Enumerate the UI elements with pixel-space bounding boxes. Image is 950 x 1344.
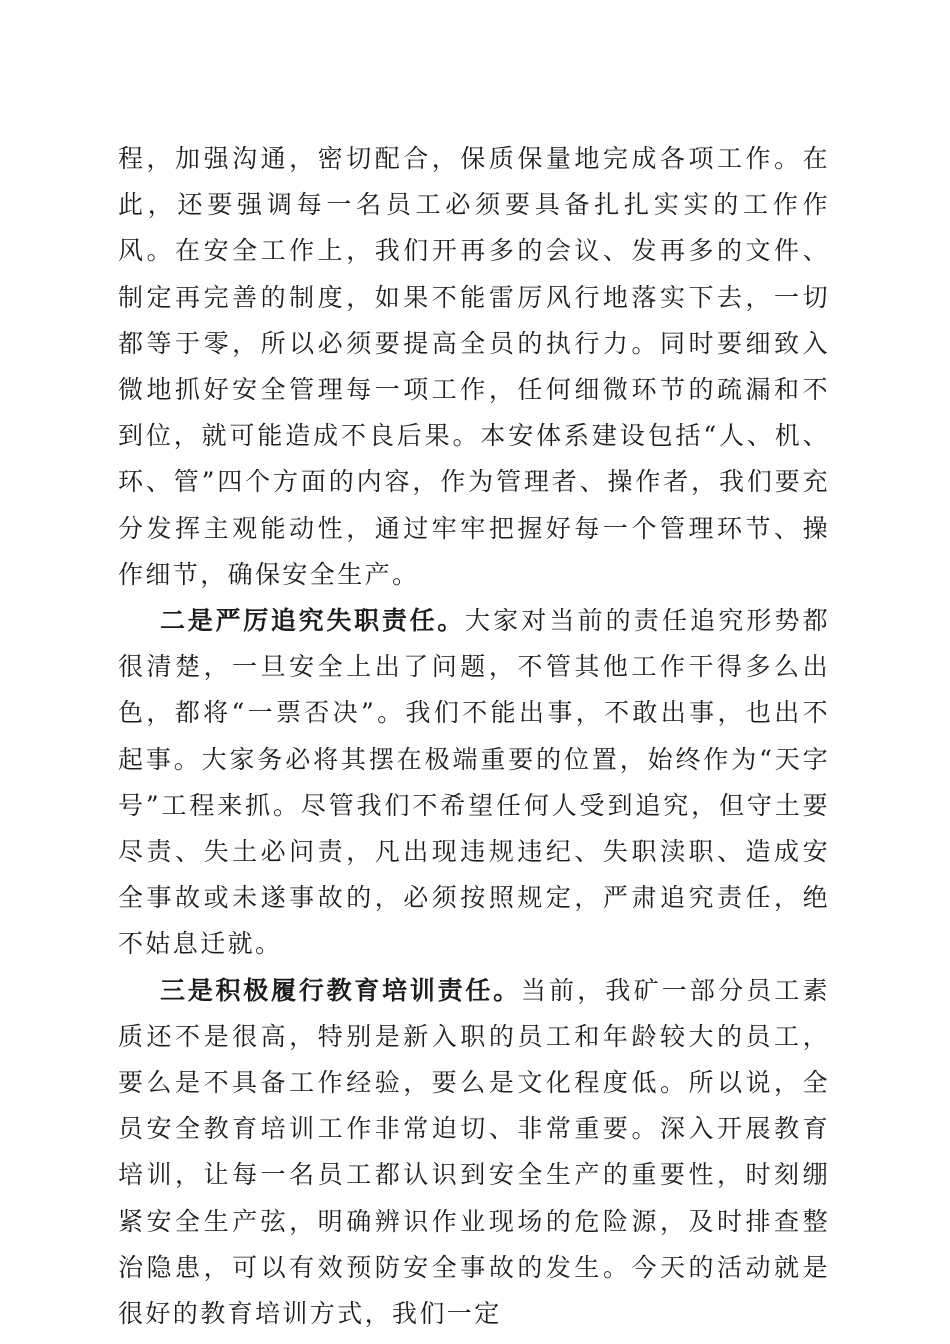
paragraph-accountability (118, 598, 830, 968)
paragraph-work-style (118, 136, 830, 598)
paragraph-3-text: 当前，我矿一部分员工素质还不是很高，特别是新入职的员工和年龄较大的员工，要么是不具备工作经验，要么是文化程度低。所以说，全员安全教育培训工作非常迫切、非常重要。深入开展教育培训，让每一名员工都认识到安全生产的重要性，时刻绷紧安全生产弦，明确辨识作业现场的危险源，及时排查整治隐患，可以有效预防安全事故的发生。今天的活动就是很好的教育培训方式，我们一定 (118, 975, 830, 1329)
paragraph-2-text: 大家对当前的责任追究形势都很清楚，一旦安全上出了问题，不管其他工作干得多么出色，都将“一票否决”。我们不能出事，不敢出事，也出不起事。大家务必将其摆在极端重要的位置，始终作为“天字号”工程来抓。尽管我们不希望任何人受到追究，但守土要尽责、失土必问责，凡出现违规违纪、失职渎职、造成安全事故或未遂事故的，必须按照规定，严肃追究责任，绝不姑息迁就。 (118, 606, 830, 959)
document-body (118, 136, 830, 1337)
paragraph-2-lead: 二是严厉追究失职责任。 (160, 606, 466, 636)
paragraph-training (118, 968, 830, 1338)
paragraph-1-text: 程，加强沟通，密切配合，保质保量地完成各项工作。在此，还要强调每一名员工必须要具备扎扎实实的工作作风。在安全工作上，我们开再多的会议、发再多的文件、制定再完善的制度，如果不能雷厉风行地落实下去，一切都等于零，所以必须要提高全员的执行力。同时要细致入微地抓好安全管理每一项工作，任何细微环节的疏漏和不到位，就可能造成不良后果。本安体系建设包括“人、机、环、管”四个方面的内容，作为管理者、操作者，我们要充分发挥主观能动性，通过牢牢把握好每一个管理环节、操作细节，确保安全生产。 (118, 144, 830, 589)
paragraph-3-lead: 三是积极履行教育培训责任。 (160, 975, 521, 1005)
